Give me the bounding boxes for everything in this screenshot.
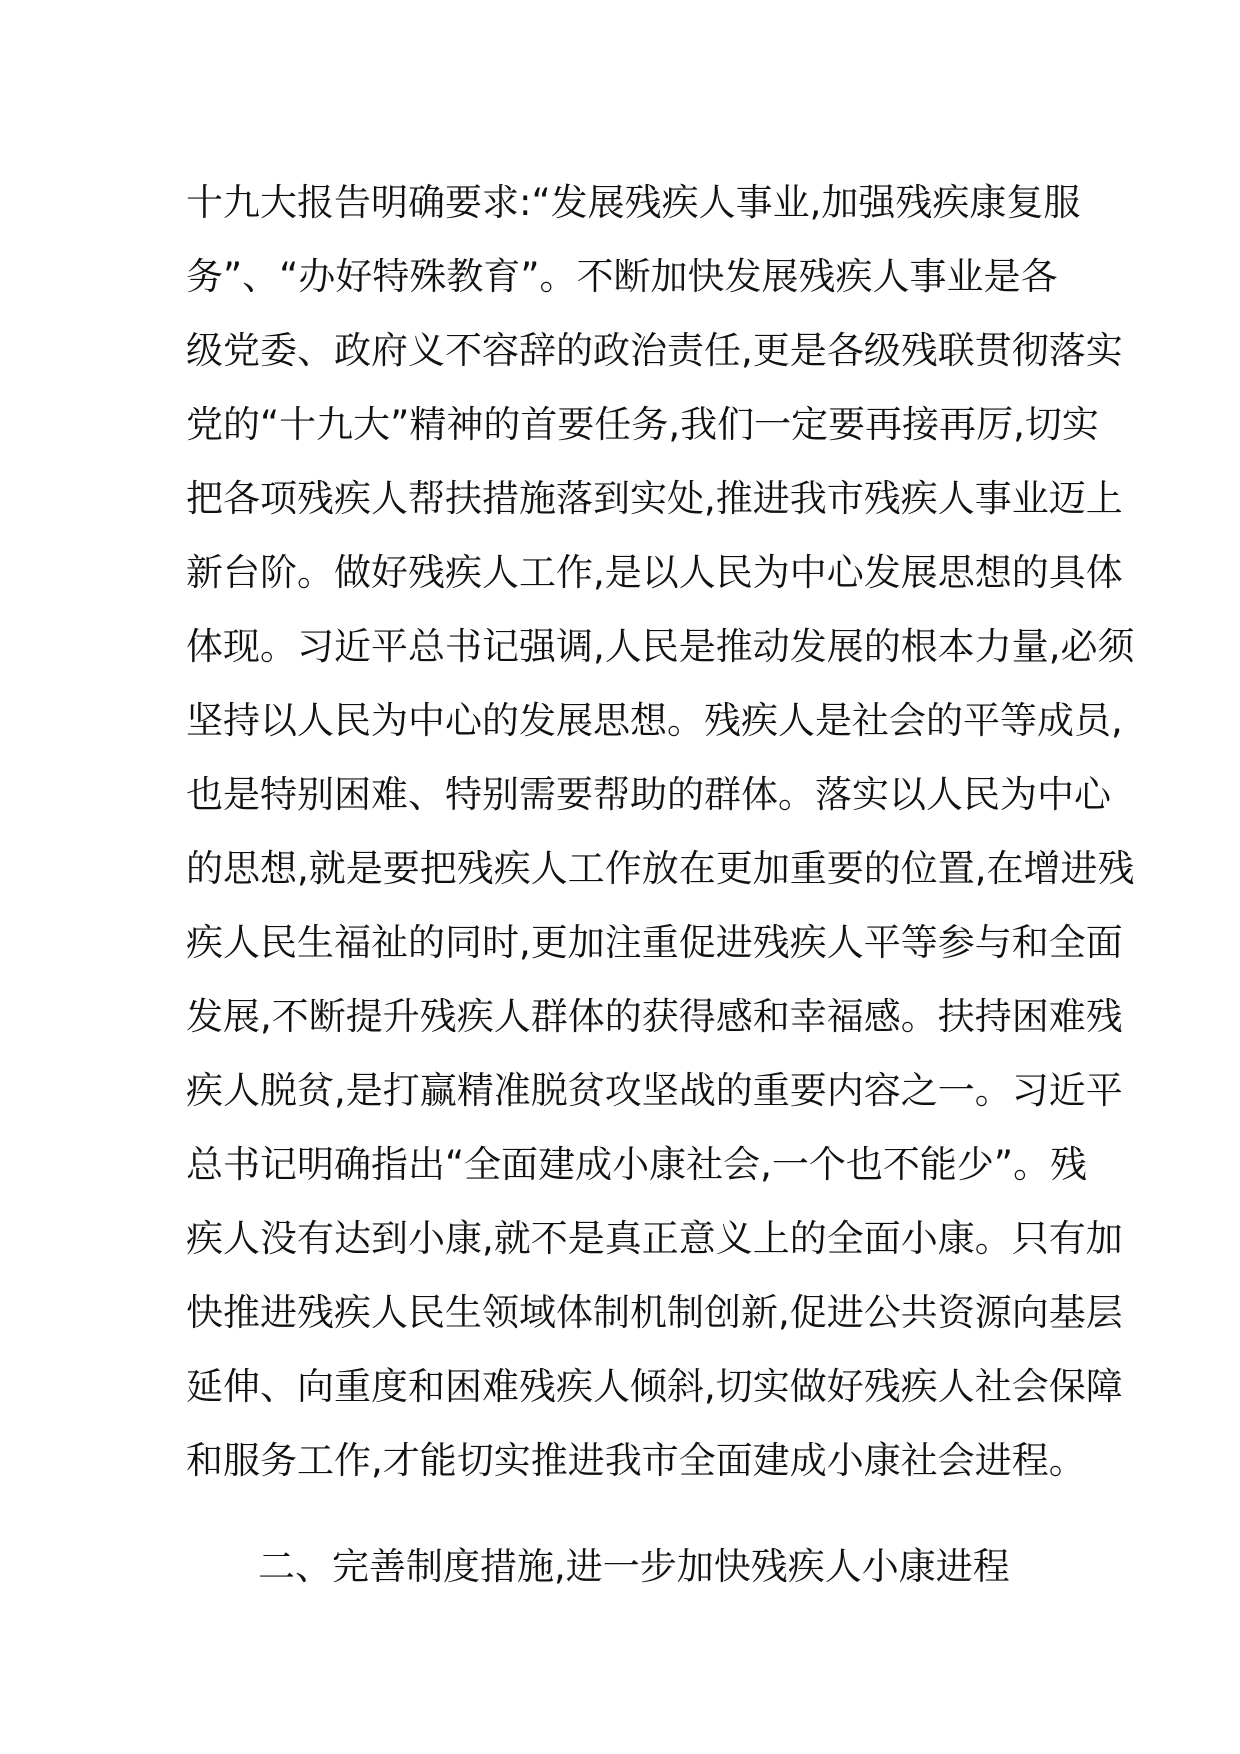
- paragraph-line: 总书记明确指出“全面建成小康社会,一个也不能少”。残: [186, 1143, 1088, 1186]
- paragraph-line: 和服务工作,才能切实推进我市全面建成小康社会进程。: [186, 1439, 1086, 1482]
- paragraph-line: 疾人没有达到小康,就不是真正意义上的全面小康。只有加: [186, 1217, 1123, 1260]
- paragraph-line: 务”、“办好特殊教育”。不断加快发展残疾人事业是各: [186, 255, 1058, 298]
- section-heading: 二、完善制度措施,进一步加快残疾人小康进程: [258, 1545, 1010, 1588]
- paragraph-line: 新台阶。做好残疾人工作,是以人民为中心发展思想的具体: [186, 551, 1123, 594]
- body-paragraph: [186, 166, 1135, 1498]
- paragraph-line: 也是特别困难、特别需要帮助的群体。落实以人民为中心: [186, 773, 1111, 816]
- paragraph-line: 党的“十九大”精神的首要任务,我们一定要再接再厉,切实: [186, 403, 1099, 446]
- paragraph-line: 发展,不断提升残疾人群体的获得感和幸福感。扶持困难残: [186, 995, 1123, 1038]
- paragraph-line: 延伸、向重度和困难残疾人倾斜,切实做好残疾人社会保障: [186, 1365, 1123, 1408]
- paragraph-line: 级党委、政府义不容辞的政治责任,更是各级残联贯彻落实: [186, 329, 1123, 372]
- paragraph-line: 疾人脱贫,是打赢精准脱贫攻坚战的重要内容之一。习近平: [186, 1069, 1123, 1112]
- paragraph-line: 快推进残疾人民生领域体制机制创新,促进公共资源向基层: [186, 1291, 1123, 1334]
- paragraph-line: 体现。习近平总书记强调,人民是推动发展的根本力量,必须: [186, 625, 1135, 668]
- paragraph-line: 的思想,就是要把残疾人工作放在更加重要的位置,在增进残: [186, 847, 1135, 890]
- paragraph-line: 坚持以人民为中心的发展思想。残疾人是社会的平等成员,: [186, 699, 1123, 742]
- paragraph-line: 把各项残疾人帮扶措施落到实处,推进我市残疾人事业迈上: [186, 477, 1123, 520]
- paragraph-line: 十九大报告明确要求:“发展残疾人事业,加强残疾康复服: [186, 181, 1081, 224]
- paragraph-line: 疾人民生福祉的同时,更加注重促进残疾人平等参与和全面: [186, 921, 1123, 964]
